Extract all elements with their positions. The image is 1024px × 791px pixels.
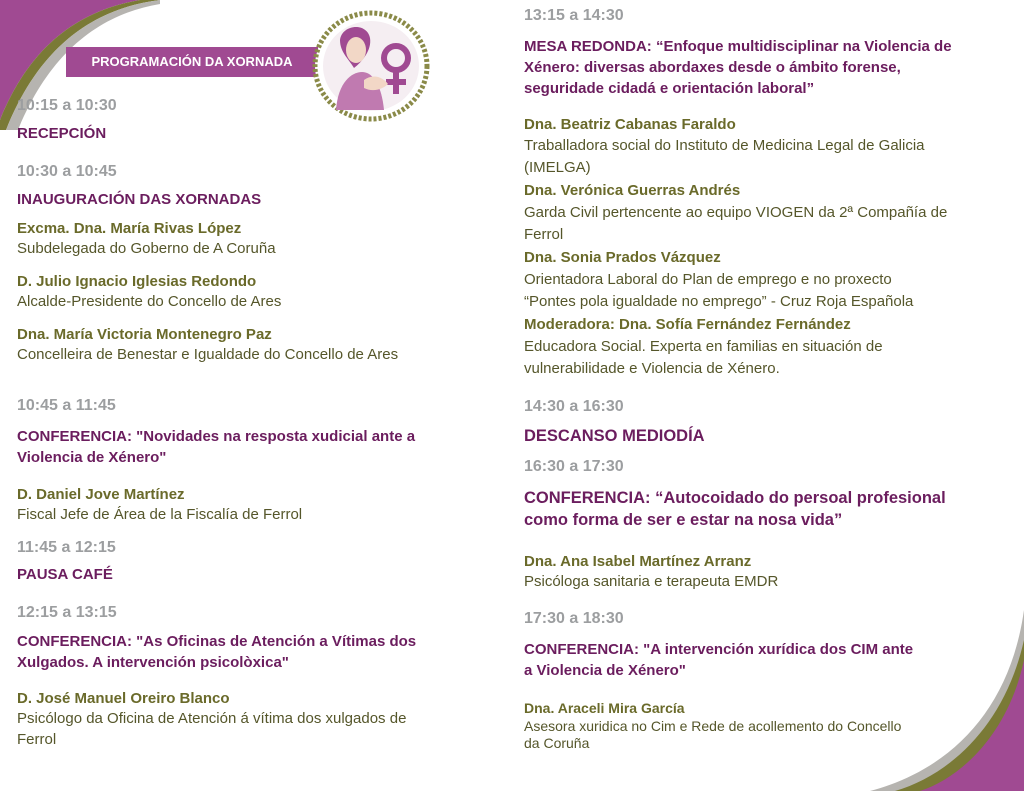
speaker-role-line1: Garda Civil pertencente ao equipo VIOGEN da 2ª Compañía de [524, 204, 948, 221]
title-conferencia-2-line2: Xulgados. A intervención psicolòxica" [17, 654, 289, 671]
title-mesa-line2: Xénero: diversas abordaxes desde o ámbito forense, [524, 59, 901, 76]
speaker-role-line1: Orientadora Laboral do Plan de emprego e no proxecto [524, 271, 892, 288]
speaker-name: Dna. Araceli Mira García [524, 700, 685, 716]
speaker-name: Dna. Sonia Prados Vázquez [524, 249, 721, 266]
speaker-name: Dna. Verónica Guerras Andrés [524, 182, 741, 199]
speaker-name: D. Julio Ignacio Iglesias Redondo [17, 273, 257, 290]
speaker-role-line1: Asesora xuridica no Cim e Rede de acollemento do Concello [524, 718, 902, 734]
title-conferencia-3-line1: CONFERENCIA: “Autocoidado do persoal profesional [524, 489, 946, 507]
time-mesa-redonda: 13:15 a 14:30 [524, 7, 624, 24]
speaker-role: Psicóloga sanitaria e terapeuta EMDR [524, 573, 779, 590]
speaker-role-line1: Psicólogo da Oficina de Atención á vítima dos xulgados de [17, 710, 407, 727]
speaker-role-line2: Ferrol [17, 731, 57, 748]
time-conferencia-1: 10:45 a 11:45 [17, 397, 116, 414]
title-conferencia-1-line2: Violencia de Xénero" [17, 449, 167, 466]
title-conferencia-2-line1: CONFERENCIA: "As Oficinas de Atención a Vítimas dos [17, 633, 417, 650]
speaker-role: Fiscal Jefe de Área de la Fiscalía de Ferrol [17, 506, 303, 523]
time-conferencia-2: 12:15 a 13:15 [17, 604, 117, 621]
speaker-role-line1: Educadora Social. Experta en familias en situación de [524, 338, 883, 355]
decorative-swoosh-bottom-right [840, 600, 1024, 791]
speaker-name: Excma. Dna. María Rivas López [17, 220, 242, 237]
time-recepcion: 10:15 a 10:30 [17, 97, 117, 114]
title-inauguracion: INAUGURACIÓN DAS XORNADAS [17, 191, 262, 208]
title-conferencia-4-line2: a Violencia de Xénero" [524, 662, 686, 679]
time-descanso: 14:30 a 16:30 [524, 398, 624, 415]
title-pausa: PAUSA CAFÉ [17, 566, 113, 583]
title-descanso: DESCANSO MEDIODÍA [524, 427, 705, 445]
time-inauguracion: 10:30 a 10:45 [17, 163, 117, 180]
speaker-role: Subdelegada do Goberno de A Coruña [17, 240, 276, 257]
title-conferencia-1-line1: CONFERENCIA: "Novidades na resposta xudicial ante a [17, 428, 416, 445]
speaker-role-line2: da Coruña [524, 735, 590, 751]
speaker-role-line2: “Pontes pola igualdade no emprego” - Cruz Roja Española [524, 293, 914, 310]
speaker-role-line2: vulnerabilidade e Violencia de Xénero. [524, 360, 780, 377]
speaker-role-line1: Traballadora social do Instituto de Medicina Legal de Galicia [524, 137, 925, 154]
time-conferencia-4: 17:30 a 18:30 [524, 610, 624, 627]
title-mesa-line1: MESA REDONDA: “Enfoque multidisciplinar na Violencia de [524, 38, 952, 55]
title-recepcion: RECEPCIÓN [17, 125, 107, 142]
time-conferencia-3: 16:30 a 17:30 [524, 458, 624, 475]
moderator-name: Moderadora: Dna. Sofía Fernández Fernández [524, 316, 851, 333]
speaker-name: Dna. María Victoria Montenegro Paz [17, 326, 272, 343]
time-pausa: 11:45 a 12:15 [17, 539, 116, 556]
speaker-role: Concelleira de Benestar e Igualdade do Concello de Ares [17, 346, 399, 363]
speaker-role: Alcalde-Presidente do Concello de Ares [17, 293, 282, 310]
title-conferencia-3-line2: como forma de ser e estar na nosa vida” [524, 511, 843, 529]
title-mesa-line3: seguridade cidadá e orientación laboral” [524, 80, 815, 97]
speaker-name: Dna. Beatriz Cabanas Faraldo [524, 116, 736, 133]
program-banner: PROGRAMACIÓN DA XORNADA [66, 47, 318, 77]
speaker-name: Dna. Ana Isabel Martínez Arranz [524, 553, 752, 570]
speaker-role-line2: Ferrol [524, 226, 564, 243]
title-conferencia-4-line1: CONFERENCIA: "A intervención xurídica dos CIM ante [524, 641, 914, 658]
woman-feminist-logo-icon [312, 10, 430, 122]
speaker-role-line2: (IMELGA) [524, 159, 591, 176]
speaker-name: D. José Manuel Oreiro Blanco [17, 690, 230, 707]
speaker-name: D. Daniel Jove Martínez [17, 486, 185, 503]
